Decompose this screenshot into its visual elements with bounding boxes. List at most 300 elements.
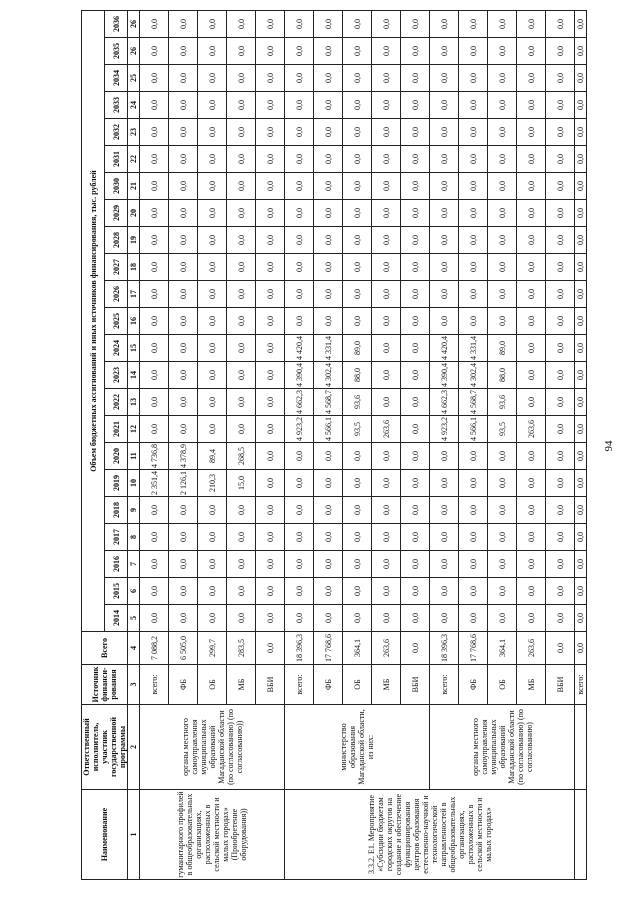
value-cell: 0,0 (430, 443, 459, 470)
value-cell: 0,0 (517, 65, 546, 92)
value-cell: 0,0 (372, 92, 401, 119)
value-cell: 93,6 (488, 389, 517, 416)
activity-name: гуманитарного профилей в общеобразовательных организациях, расположенных в сельской местности и малых городах» (Приобретение оборудования)) (140, 790, 285, 880)
value-cell: 0,0 (314, 470, 343, 497)
value-cell: 0,0 (546, 281, 575, 308)
value-cell: 0,0 (575, 551, 587, 578)
year-header: 2018 (105, 497, 128, 524)
responsible-cell: министерство образования Магаданской области, из них: (285, 705, 430, 790)
value-cell: 0,0 (575, 443, 587, 470)
value-cell: 0,0 (227, 605, 256, 632)
value-cell: 0,0 (343, 119, 372, 146)
value-cell: 0,0 (459, 497, 488, 524)
value-cell: 4 662,3 (285, 389, 314, 416)
value-cell: 0,0 (372, 119, 401, 146)
value-cell: 4 390,4 (430, 362, 459, 389)
value-cell: 0,0 (198, 38, 227, 65)
column-number: 19 (128, 227, 140, 254)
value-cell: 4 331,4 (459, 335, 488, 362)
value-cell: 0,0 (140, 146, 169, 173)
value-cell: 0,0 (488, 146, 517, 173)
value-cell: 0,0 (198, 308, 227, 335)
value-cell: 0,0 (430, 551, 459, 578)
value-cell: 0,0 (227, 38, 256, 65)
total-cell: 263,6 (372, 632, 401, 665)
responsible-cell: органы местного самоуправления муниципальных образований Магаданской области (по согласованию) (по согласованию) (430, 705, 575, 790)
value-cell: 0,0 (459, 38, 488, 65)
total-cell: 6 505,0 (169, 632, 198, 665)
column-number: 6 (128, 578, 140, 605)
value-cell: 0,0 (140, 119, 169, 146)
value-cell: 0,0 (314, 497, 343, 524)
value-cell: 0,0 (459, 605, 488, 632)
value-cell: 0,0 (459, 578, 488, 605)
value-cell: 0,0 (169, 605, 198, 632)
value-cell: 0,0 (314, 524, 343, 551)
value-cell: 210,3 (198, 470, 227, 497)
value-cell: 0,0 (169, 551, 198, 578)
value-cell: 0,0 (343, 497, 372, 524)
year-header: 2015 (105, 578, 128, 605)
activity-name: 3.3.2. E1. Мероприятие «Субсидии бюджетам городских округов на создание и обеспечение функционирования центров образования естественно-научной и технологической направленностей в общеобразовательных организациях, расположенных в сельской местности и малых городах» (285, 790, 575, 880)
value-cell: 0,0 (372, 551, 401, 578)
value-cell: 4 923,2 (285, 416, 314, 443)
value-cell: 0,0 (343, 308, 372, 335)
column-number: 15 (128, 335, 140, 362)
value-cell: 0,0 (372, 605, 401, 632)
value-cell: 0,0 (459, 65, 488, 92)
value-cell: 0,0 (198, 200, 227, 227)
value-cell: 0,0 (488, 443, 517, 470)
value-cell: 0,0 (401, 92, 430, 119)
value-cell: 0,0 (169, 578, 198, 605)
column-number: 4 (128, 632, 140, 665)
header-responsible: Ответственный исполнитель, участник государственной программы (82, 705, 128, 790)
value-cell: 0,0 (430, 38, 459, 65)
value-cell: 0,0 (169, 416, 198, 443)
value-cell: 0,0 (575, 470, 587, 497)
value-cell: 0,0 (575, 119, 587, 146)
value-cell: 0,0 (459, 551, 488, 578)
value-cell: 0,0 (140, 308, 169, 335)
value-cell: 0,0 (401, 605, 430, 632)
value-cell: 4 662,3 (430, 389, 459, 416)
value-cell: 0,0 (285, 551, 314, 578)
source-cell: МБ (227, 665, 256, 705)
column-number: 17 (128, 281, 140, 308)
value-cell: 0,0 (198, 119, 227, 146)
value-cell: 0,0 (488, 11, 517, 38)
value-cell: 0,0 (575, 65, 587, 92)
value-cell: 0,0 (401, 281, 430, 308)
value-cell: 0,0 (256, 65, 285, 92)
value-cell: 0,0 (140, 11, 169, 38)
value-cell: 0,0 (488, 497, 517, 524)
value-cell: 0,0 (256, 497, 285, 524)
value-cell: 0,0 (546, 362, 575, 389)
value-cell: 0,0 (517, 578, 546, 605)
source-cell: ВБИ (256, 665, 285, 705)
value-cell: 0,0 (227, 119, 256, 146)
value-cell: 0,0 (575, 335, 587, 362)
value-cell: 0,0 (401, 173, 430, 200)
table-body (140, 11, 587, 880)
responsible-cell: органы местного самоуправления муниципальных образований Магаданской области (по согласованию) (по согласованию)) (140, 705, 285, 790)
value-cell: 0,0 (372, 254, 401, 281)
value-cell: 0,0 (575, 389, 587, 416)
value-cell: 0,0 (256, 281, 285, 308)
year-header: 2035 (105, 38, 128, 65)
value-cell: 0,0 (372, 470, 401, 497)
value-cell: 4 568,7 (314, 389, 343, 416)
header-source: Источник финанси-рования (82, 665, 128, 705)
total-cell: 0,0 (401, 632, 430, 665)
value-cell: 0,0 (546, 254, 575, 281)
value-cell: 0,0 (517, 497, 546, 524)
value-cell: 4 923,2 (430, 416, 459, 443)
value-cell: 0,0 (546, 578, 575, 605)
value-cell: 0,0 (488, 92, 517, 119)
value-cell: 0,0 (169, 254, 198, 281)
value-cell: 0,0 (285, 11, 314, 38)
value-cell: 0,0 (140, 38, 169, 65)
value-cell: 0,0 (430, 308, 459, 335)
value-cell: 4 736,8 (140, 443, 169, 470)
value-cell: 0,0 (517, 524, 546, 551)
year-header: 2020 (105, 443, 128, 470)
value-cell: 0,0 (169, 11, 198, 38)
value-cell: 0,0 (198, 65, 227, 92)
value-cell: 0,0 (546, 470, 575, 497)
column-number: 22 (128, 146, 140, 173)
year-header: 2036 (105, 11, 128, 38)
source-cell: ФБ (459, 665, 488, 705)
value-cell: 0,0 (517, 119, 546, 146)
value-cell: 0,0 (256, 227, 285, 254)
value-cell: 0,0 (401, 416, 430, 443)
value-cell: 0,0 (372, 524, 401, 551)
value-cell: 0,0 (140, 335, 169, 362)
value-cell: 0,0 (285, 497, 314, 524)
year-header: 2031 (105, 146, 128, 173)
year-header: 2021 (105, 416, 128, 443)
value-cell: 0,0 (546, 11, 575, 38)
year-header: 2019 (105, 470, 128, 497)
value-cell: 0,0 (285, 65, 314, 92)
value-cell: 0,0 (285, 92, 314, 119)
value-cell: 0,0 (459, 254, 488, 281)
value-cell: 0,0 (285, 281, 314, 308)
value-cell: 0,0 (256, 173, 285, 200)
value-cell: 0,0 (198, 416, 227, 443)
value-cell: 0,0 (227, 524, 256, 551)
year-header: 2030 (105, 173, 128, 200)
value-cell: 0,0 (401, 551, 430, 578)
column-number: 24 (128, 92, 140, 119)
value-cell: 0,0 (575, 497, 587, 524)
value-cell: 0,0 (140, 173, 169, 200)
total-cell: 17 768,6 (314, 632, 343, 665)
value-cell: 0,0 (575, 524, 587, 551)
column-number: 14 (128, 362, 140, 389)
value-cell: 0,0 (343, 281, 372, 308)
total-cell: 299,7 (198, 632, 227, 665)
value-cell: 0,0 (517, 605, 546, 632)
value-cell: 0,0 (488, 578, 517, 605)
value-cell: 0,0 (169, 308, 198, 335)
total-cell: 17 768,6 (459, 632, 488, 665)
value-cell: 0,0 (198, 254, 227, 281)
value-cell: 0,0 (140, 281, 169, 308)
value-cell: 0,0 (430, 200, 459, 227)
value-cell: 0,0 (546, 335, 575, 362)
value-cell: 4 566,1 (459, 416, 488, 443)
value-cell: 0,0 (372, 65, 401, 92)
value-cell: 0,0 (343, 173, 372, 200)
value-cell: 0,0 (343, 470, 372, 497)
rotated-page (81, 10, 585, 880)
value-cell: 0,0 (256, 389, 285, 416)
value-cell: 0,0 (314, 200, 343, 227)
value-cell: 0,0 (488, 470, 517, 497)
value-cell: 0,0 (198, 227, 227, 254)
year-header: 2017 (105, 524, 128, 551)
value-cell: 0,0 (546, 38, 575, 65)
value-cell: 0,0 (285, 200, 314, 227)
value-cell: 4 390,4 (285, 362, 314, 389)
value-cell: 0,0 (430, 578, 459, 605)
value-cell: 0,0 (459, 227, 488, 254)
value-cell: 0,0 (227, 389, 256, 416)
value-cell: 2 126,1 (169, 470, 198, 497)
value-cell: 0,0 (575, 200, 587, 227)
value-cell: 0,0 (430, 146, 459, 173)
value-cell: 0,0 (575, 416, 587, 443)
empty-cell (575, 705, 587, 790)
value-cell: 0,0 (285, 605, 314, 632)
value-cell: 0,0 (140, 524, 169, 551)
value-cell: 0,0 (198, 173, 227, 200)
value-cell: 0,0 (169, 524, 198, 551)
value-cell: 268,5 (227, 443, 256, 470)
total-cell: 0,0 (575, 632, 587, 665)
total-cell: 364,1 (343, 632, 372, 665)
value-cell: 0,0 (430, 497, 459, 524)
value-cell: 4 420,4 (430, 335, 459, 362)
value-cell: 0,0 (488, 65, 517, 92)
value-cell: 0,0 (372, 443, 401, 470)
value-cell: 0,0 (488, 605, 517, 632)
source-cell: ОБ (488, 665, 517, 705)
value-cell: 0,0 (256, 362, 285, 389)
value-cell: 0,0 (256, 551, 285, 578)
value-cell: 0,0 (140, 497, 169, 524)
value-cell: 0,0 (314, 227, 343, 254)
value-cell: 0,0 (546, 524, 575, 551)
year-header: 2028 (105, 227, 128, 254)
value-cell: 0,0 (372, 362, 401, 389)
value-cell: 0,0 (314, 119, 343, 146)
value-cell: 0,0 (575, 362, 587, 389)
value-cell: 0,0 (372, 227, 401, 254)
value-cell: 4 568,7 (459, 389, 488, 416)
value-cell: 0,0 (488, 551, 517, 578)
value-cell: 0,0 (575, 146, 587, 173)
value-cell: 0,0 (343, 443, 372, 470)
value-cell: 0,0 (517, 173, 546, 200)
value-cell: 0,0 (198, 497, 227, 524)
value-cell: 0,0 (488, 308, 517, 335)
value-cell: 0,0 (401, 227, 430, 254)
value-cell: 0,0 (546, 416, 575, 443)
column-number: 3 (128, 665, 140, 705)
value-cell: 0,0 (430, 605, 459, 632)
value-cell: 0,0 (343, 578, 372, 605)
value-cell: 0,0 (285, 308, 314, 335)
column-number: 18 (128, 254, 140, 281)
value-cell: 15,0 (227, 470, 256, 497)
value-cell: 88,0 (343, 362, 372, 389)
value-cell: 0,0 (314, 65, 343, 92)
year-header: 2022 (105, 389, 128, 416)
value-cell: 0,0 (401, 119, 430, 146)
source-cell: ОБ (343, 665, 372, 705)
value-cell: 0,0 (343, 11, 372, 38)
year-header: 2024 (105, 335, 128, 362)
value-cell: 0,0 (430, 470, 459, 497)
value-cell: 0,0 (488, 254, 517, 281)
year-header: 2027 (105, 254, 128, 281)
value-cell: 0,0 (169, 146, 198, 173)
source-cell: всего: (140, 665, 169, 705)
value-cell: 0,0 (517, 146, 546, 173)
value-cell: 0,0 (546, 308, 575, 335)
value-cell: 0,0 (575, 578, 587, 605)
value-cell: 0,0 (372, 578, 401, 605)
year-header: 2016 (105, 551, 128, 578)
value-cell: 0,0 (227, 308, 256, 335)
budget-table (81, 10, 587, 880)
value-cell: 0,0 (488, 227, 517, 254)
value-cell: 89,0 (343, 335, 372, 362)
total-cell: 18 396,3 (430, 632, 459, 665)
value-cell: 0,0 (372, 11, 401, 38)
value-cell: 0,0 (169, 38, 198, 65)
value-cell: 0,0 (575, 92, 587, 119)
value-cell: 0,0 (546, 173, 575, 200)
value-cell: 0,0 (285, 38, 314, 65)
value-cell: 93,5 (488, 416, 517, 443)
value-cell: 0,0 (401, 254, 430, 281)
value-cell: 0,0 (575, 38, 587, 65)
value-cell: 0,0 (169, 335, 198, 362)
value-cell: 0,0 (198, 11, 227, 38)
value-cell: 0,0 (314, 92, 343, 119)
value-cell: 0,0 (372, 146, 401, 173)
value-cell: 0,0 (198, 551, 227, 578)
value-cell: 0,0 (459, 200, 488, 227)
value-cell: 0,0 (546, 65, 575, 92)
value-cell: 0,0 (488, 281, 517, 308)
page-number: 94 (603, 440, 615, 452)
value-cell: 0,0 (488, 200, 517, 227)
year-header: 2032 (105, 119, 128, 146)
source-cell: МБ (372, 665, 401, 705)
value-cell: 0,0 (488, 38, 517, 65)
source-cell: ФБ (314, 665, 343, 705)
value-cell: 0,0 (488, 524, 517, 551)
value-cell: 0,0 (140, 200, 169, 227)
value-cell: 0,0 (169, 65, 198, 92)
value-cell: 0,0 (459, 119, 488, 146)
value-cell: 0,0 (140, 65, 169, 92)
value-cell: 0,0 (372, 173, 401, 200)
source-cell: всего: (575, 665, 587, 705)
value-cell: 0,0 (314, 11, 343, 38)
column-number: 2 (128, 705, 140, 790)
value-cell: 0,0 (227, 173, 256, 200)
value-cell: 0,0 (285, 524, 314, 551)
value-cell: 0,0 (430, 119, 459, 146)
column-number: 9 (128, 497, 140, 524)
value-cell: 0,0 (401, 200, 430, 227)
column-number: 5 (128, 605, 140, 632)
value-cell: 0,0 (372, 38, 401, 65)
value-cell: 0,0 (401, 38, 430, 65)
value-cell: 0,0 (401, 146, 430, 173)
column-number: 8 (128, 524, 140, 551)
value-cell: 0,0 (401, 308, 430, 335)
value-cell: 0,0 (401, 335, 430, 362)
value-cell: 0,0 (314, 254, 343, 281)
value-cell: 0,0 (546, 443, 575, 470)
value-cell: 93,5 (343, 416, 372, 443)
value-cell: 0,0 (285, 173, 314, 200)
column-number: 12 (128, 416, 140, 443)
value-cell: 0,0 (343, 524, 372, 551)
value-cell: 0,0 (546, 551, 575, 578)
value-cell: 0,0 (227, 578, 256, 605)
value-cell: 0,0 (227, 200, 256, 227)
value-cell: 0,0 (198, 578, 227, 605)
value-cell: 0,0 (372, 308, 401, 335)
value-cell: 0,0 (401, 470, 430, 497)
year-header: 2034 (105, 65, 128, 92)
value-cell: 0,0 (430, 254, 459, 281)
column-number: 26 (128, 38, 140, 65)
value-cell: 0,0 (575, 173, 587, 200)
column-number: 7 (128, 551, 140, 578)
value-cell: 0,0 (430, 11, 459, 38)
value-cell: 0,0 (343, 200, 372, 227)
value-cell: 0,0 (198, 335, 227, 362)
value-cell: 0,0 (169, 497, 198, 524)
value-cell: 0,0 (401, 65, 430, 92)
value-cell: 0,0 (227, 146, 256, 173)
value-cell: 4 420,4 (285, 335, 314, 362)
value-cell: 0,0 (517, 281, 546, 308)
source-cell: всего: (285, 665, 314, 705)
value-cell: 0,0 (401, 389, 430, 416)
value-cell: 2 351,4 (140, 470, 169, 497)
value-cell: 0,0 (227, 227, 256, 254)
value-cell: 0,0 (517, 200, 546, 227)
value-cell: 0,0 (459, 173, 488, 200)
value-cell: 0,0 (227, 497, 256, 524)
value-cell: 0,0 (169, 92, 198, 119)
value-cell: 0,0 (227, 551, 256, 578)
value-cell: 0,0 (343, 146, 372, 173)
